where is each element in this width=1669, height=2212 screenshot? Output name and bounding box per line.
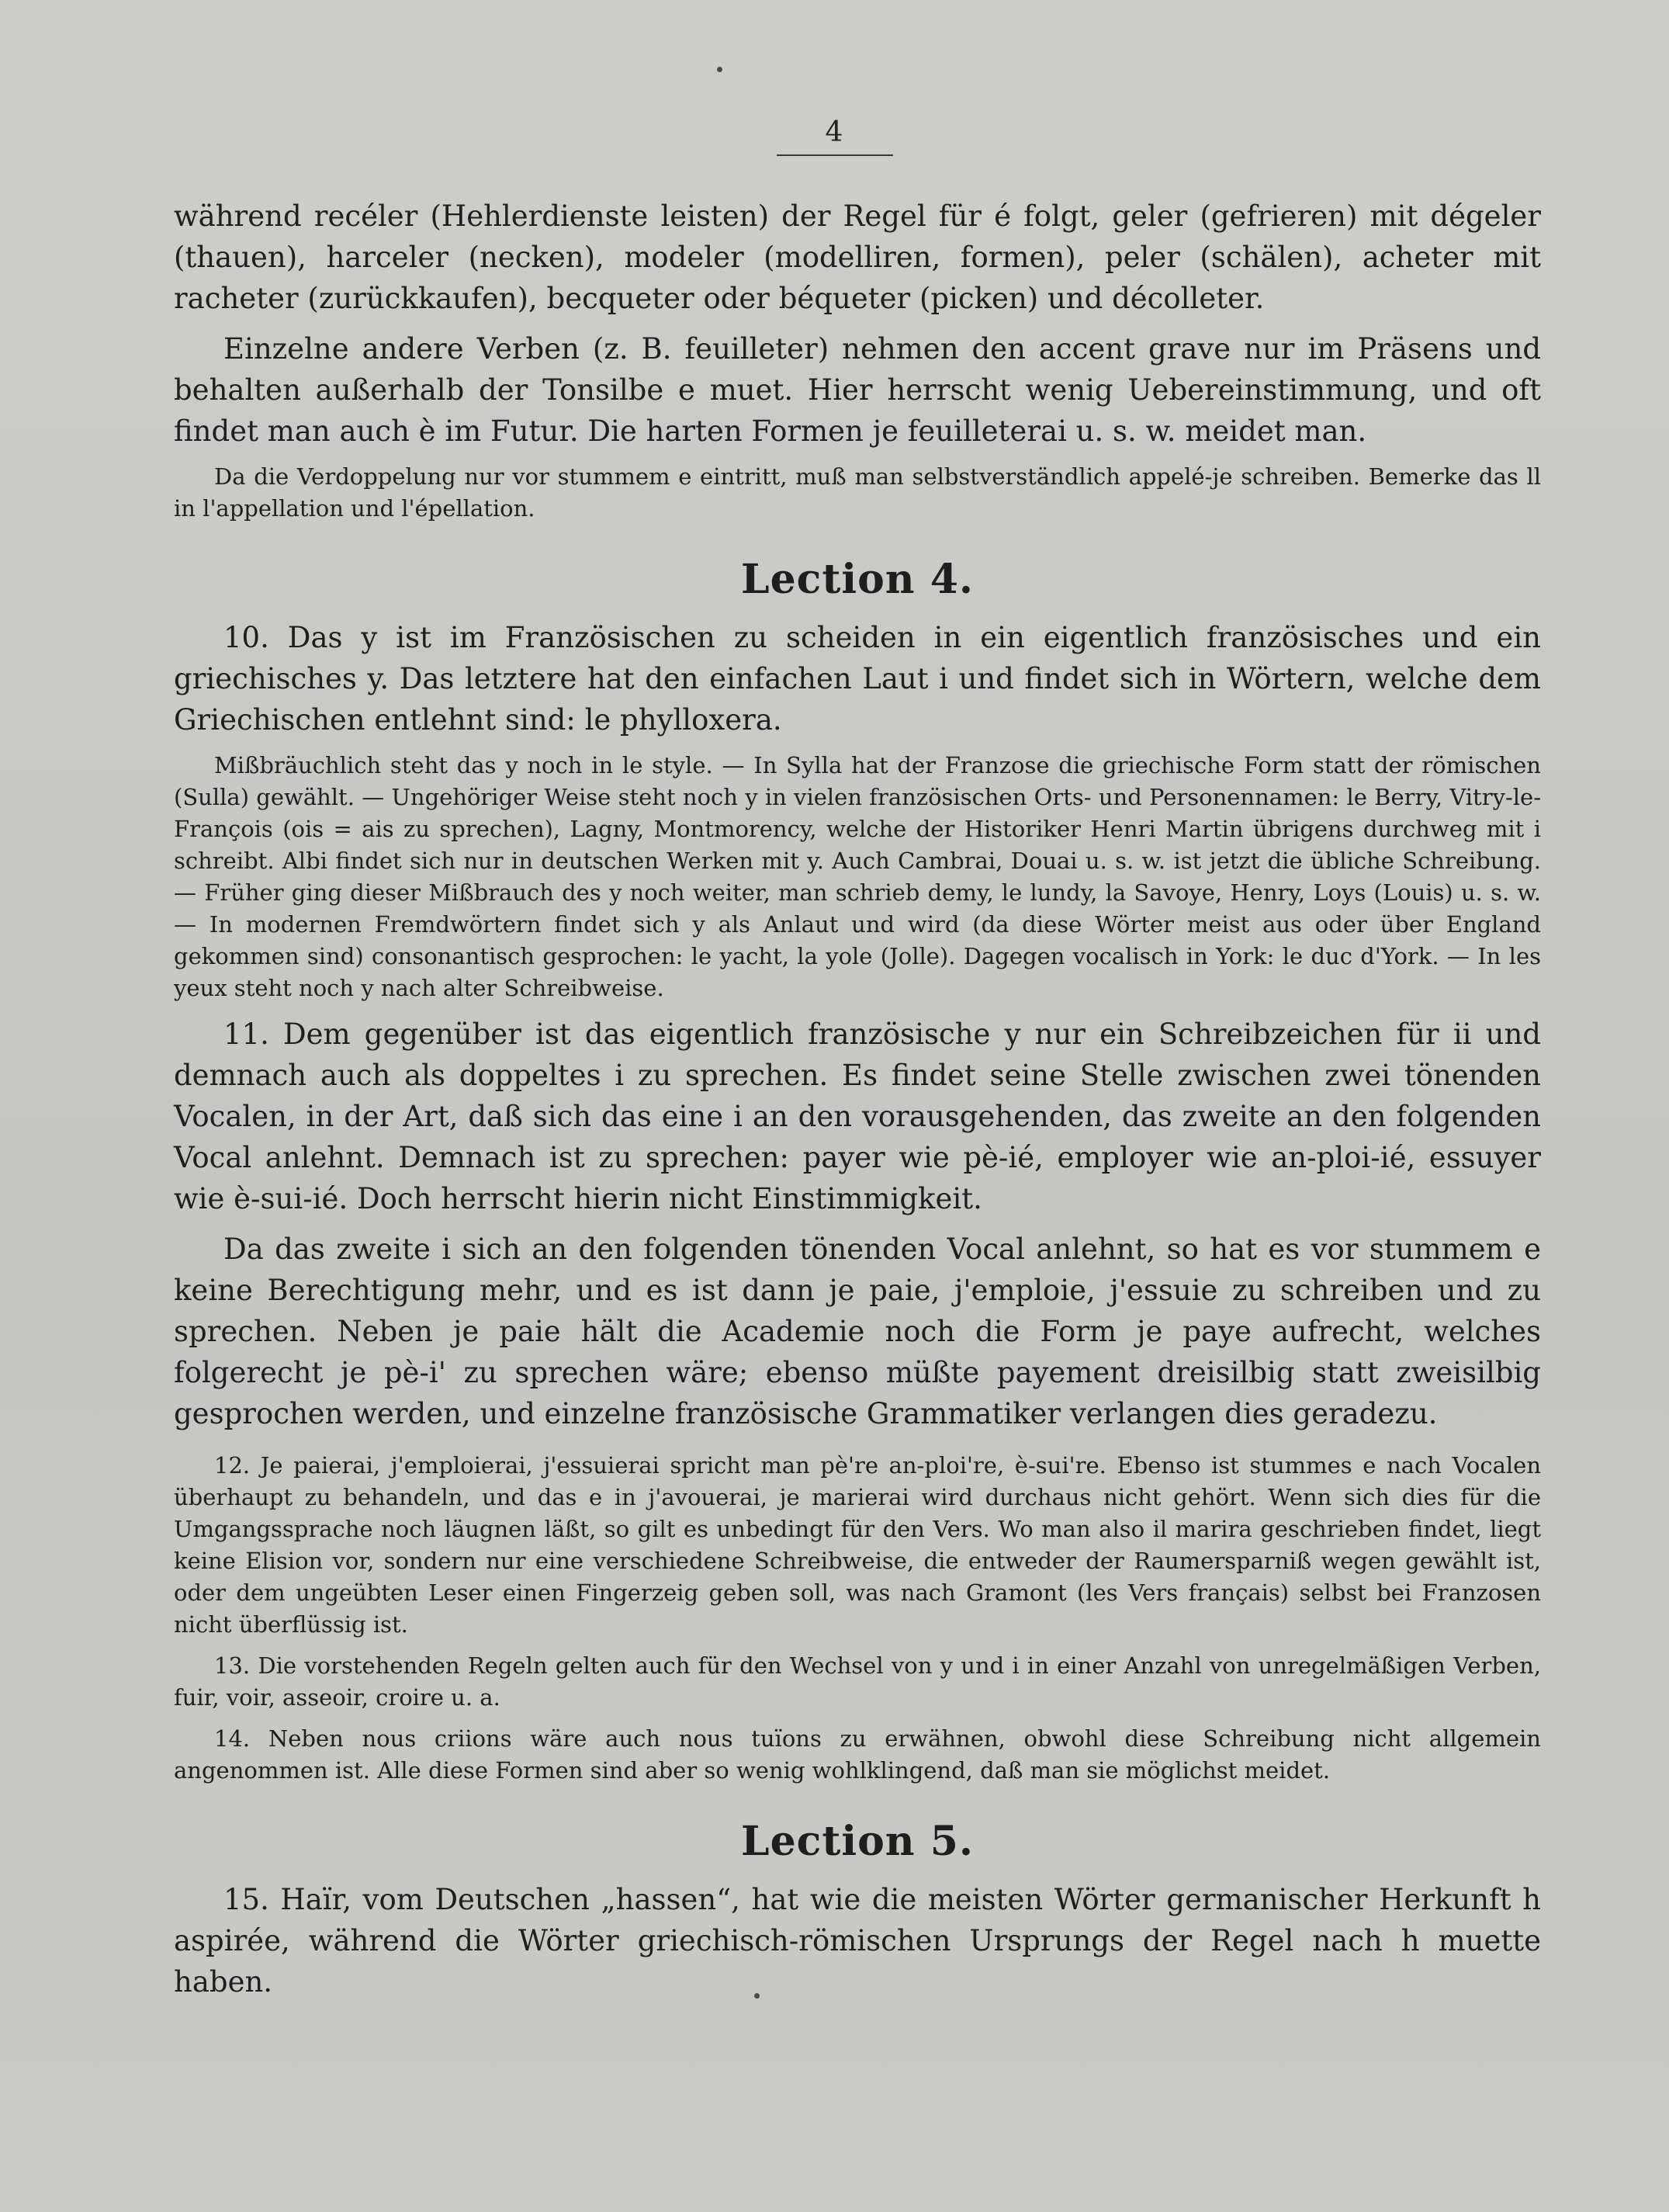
paragraph-14: 14. Neben nous criions wäre auch nous tuïons zu erwähnen, obwohl diese Schreibung nicht allgemein angenommen ist. Alle diese Formen sind aber so wenig wohlklingend, daß man sie möglichst meidet.	[174, 1725, 1541, 1784]
paragraph-11-continued: Da das zweite i sich an den folgenden tönenden Vocal anlehnt, so hat es vor stummem e keine Berechtigung mehr, und es ist dann je paie, j'emploie, j'essuie zu schreiben und zu sprechen. Neben je paie hält die Academie noch die Form je paye aufrecht, welches folgerecht je pè-i' zu sprechen wäre; ebenso müßte payement dreisilbig statt zweisilbig gesprochen werden, und einzelne französische Grammatiker verlangen dies geradezu.	[174, 1233, 1541, 1430]
section-heading-lection-4: Lection 4.	[741, 556, 974, 603]
paragraph-13: 13. Die vorstehenden Regeln gelten auch für den Wechsel von y und i in einer Anzahl von unregelmäßigen Verben, fuir, voir, asseoir, croire u. a.	[174, 1652, 1541, 1711]
page-number: 4	[825, 116, 844, 148]
header-rule	[777, 154, 893, 156]
paragraph-accent-grave: Einzelne andere Verben (z. B. feuilleter) nehmen den accent grave nur im Präsens und behalten außerhalb der Tonsilbe e muet. Hier herrscht wenig Uebereinstimmung, und oft findet man auch è im Futur. Die harten Formen je feuilleterai u. s. w. meidet man.	[174, 332, 1541, 448]
print-speck	[754, 1993, 760, 1999]
paragraph-verbs-continued: während recéler (Hehlerdienste leisten) der Regel für é folgt, geler (gefrieren) mit dégeler (thauen), harceler (necken), modeler (modelliren, formen), peler (schälen), acheter mit racheter (zurückkaufen), becqueter oder béqueter (picken) und décolleter.	[174, 199, 1541, 315]
print-speck	[717, 67, 722, 72]
section-heading-lection-5: Lection 5.	[741, 1818, 974, 1865]
note-paragraph-10: Mißbräuchlich steht das y noch in le style. — In Sylla hat der Franzose die griechische Form statt der römischen (Sulla) gewählt. — Ungehöriger Weise steht noch y in vielen französischen Orts- und Personennamen: le Berry, Vitry-le-François (ois = ais zu sprechen), Lagny, Montmorency, welche der Historiker Henri Martin übrigens durchweg mit i schreibt. Albi findet sich nur in deutschen Werken mit y. Auch Cambrai, Douai u. s. w. ist jetzt die übliche Schreibung. — Früher ging dieser Mißbrauch des y noch weiter, man schrieb demy, le lundy, la Savoye, Henry, Loys (Louis) u. s. w. — In modernen Fremdwörtern findet sich y als Anlaut und wird (da diese Wörter meist aus oder über England gekommen sind) consonantisch gesprochen: le yacht, la yole (Jolle). Dagegen vocalisch in York: le duc d'York. — In les yeux steht noch y nach alter Schreibweise.	[174, 752, 1541, 1001]
note-verdoppelung: Da die Verdoppelung nur vor stummem e eintritt, muß man selbstverständlich appelé-je schreiben. Bemerke das ll in l'appellation und l'épellation.	[174, 463, 1541, 522]
paragraph-11: 11. Dem gegenüber ist das eigentlich französische y nur ein Schreibzeichen für ii und demnach auch als doppeltes i zu sprechen. Es findet seine Stelle zwischen zwei tönenden Vocalen, in der Art, daß sich das eine i an den vorausgehenden, das zweite an den folgenden Vocal anlehnt. Demnach ist zu sprechen: payer wie pè-ié, employer wie an-ploi-ié, essuyer wie è-sui-ié. Doch herrscht hierin nicht Einstimmigkeit.	[174, 1018, 1541, 1215]
paragraph-15: 15. Haïr, vom Deutschen „hassen“, hat wie die meisten Wörter germanischer Herkunft h aspirée, während die Wörter griechisch-römischen Ursprungs der Regel nach h muette haben.	[174, 1883, 1541, 1999]
paragraph-12: 12. Je paierai, j'emploierai, j'essuierai spricht man pè're an-ploi're, è-sui're. Ebenso ist stummes e nach Vocalen überhaupt zu behandeln, und das e in j'avouerai, je marierai wird durchaus nicht gehört. Wenn sich dies für die Umgangssprache noch läugnen läßt, so gilt es unbedingt für den Vers. Wo man also il marira geschrieben findet, liegt keine Elision vor, sondern nur eine verschiedene Schreibweise, die entweder der Raumersparniß wegen gewählt ist, oder dem ungeübten Leser einen Fingerzeig geben soll, was nach Gramont (les Vers français) selbst bei Franzosen nicht überflüssig ist.	[174, 1452, 1541, 1638]
page-header	[0, 116, 1669, 156]
paragraph-10: 10. Das y ist im Französischen zu scheiden in ein eigentlich französisches und ein griechisches y. Das letztere hat den einfachen Laut i und findet sich in Wörtern, welche dem Griechischen entlehnt sind: le phylloxera.	[174, 621, 1541, 737]
page-body	[174, 196, 1541, 2002]
